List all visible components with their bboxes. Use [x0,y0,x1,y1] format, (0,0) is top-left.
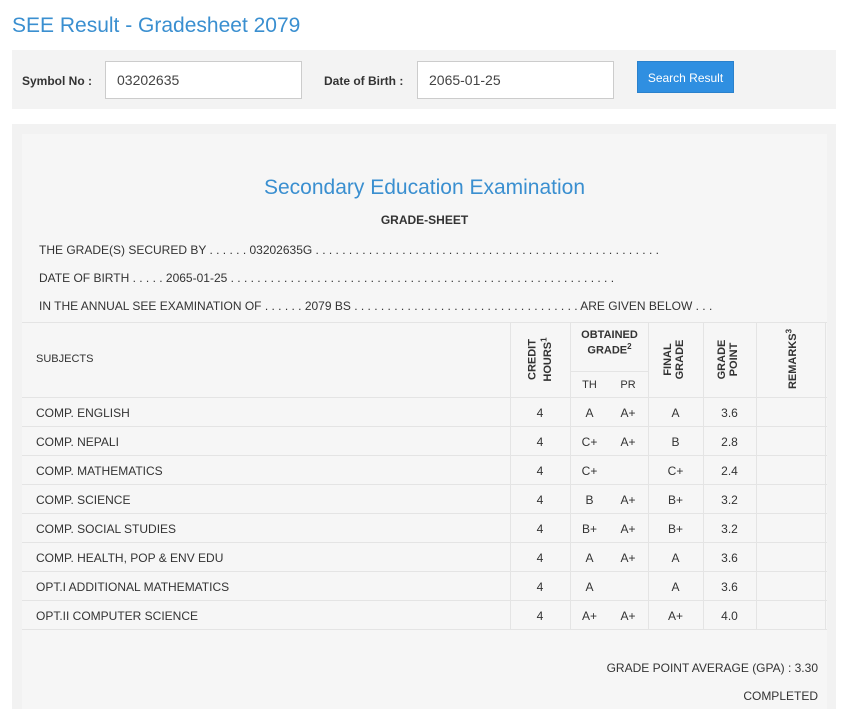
grade-point-cell: 2.4 [721,464,738,478]
pr-grade-cell: A+ [620,493,636,507]
th-grade-cell: A [585,580,594,594]
th-grade-cell: A+ [581,609,597,623]
grade-point-cell: 3.6 [721,580,738,594]
final-grade-header [662,332,689,387]
pr-grade-cell: A+ [620,522,636,536]
grade-point-cell: 3.6 [721,406,738,420]
grade-point-cell: 3.2 [721,493,738,507]
final-grade-cell: A [671,580,680,594]
table-row [22,485,827,514]
grade-point-cell: 4.0 [721,609,738,623]
table-top-border [22,322,827,323]
subject-cell: COMP. ENGLISH [36,406,130,420]
subject-cell: COMP. MATHEMATICS [36,464,163,478]
obtained-header-line2 [571,341,648,357]
th-grade-cell: B+ [581,522,597,536]
grade-point-header [716,333,743,386]
pr-grade-cell: A+ [620,435,636,449]
th-grade-cell: C+ [581,464,598,478]
table-row [22,398,827,427]
credit-header-text: HOURS [542,341,555,382]
th-grade-cell: A [585,551,594,565]
search-form [12,50,836,109]
table-row [22,514,827,543]
th-grade-cell: A [585,406,594,420]
credit-cell: 4 [536,609,544,623]
credit-header-sup: 1 [539,337,549,342]
pr-grade-cell: A+ [620,406,636,420]
gradesheet [22,134,827,709]
symbol-input[interactable]: 03202635 [105,61,302,99]
subject-cell: COMP. HEALTH, POP & ENV EDU [36,551,224,565]
dob-line: DATE OF BIRTH . . . . . 2065-01-25 . . . . . . . . . . . . . . . . . . . . . . . . . . . . . . . . . . . . . . . . . . . . . . . . . . . . . . . . . . [39,271,615,285]
gpa-text: GRADE POINT AVERAGE (GPA) : 3.30 [606,661,818,675]
table-row [22,572,827,601]
grade-point-cell: 3.6 [721,551,738,565]
credit-cell: 4 [536,464,544,478]
credit-cell: 4 [536,435,544,449]
remarks-header [784,325,798,394]
subject-cell: OPT.I ADDITIONAL MATHEMATICS [36,580,230,594]
final-grade-cell: A [671,406,680,420]
table-row [22,543,827,572]
page-title: SEE Result - Gradesheet 2079 [12,14,301,37]
obtained-grade-header [571,329,648,357]
remarks-header-sup: 3 [784,328,794,334]
subjects-header: SUBJECTS [36,353,94,365]
remarks-header-text: REMARKS [787,333,800,390]
credit-header-line2 [539,330,555,390]
th-grade-cell: C+ [581,435,598,449]
search-result-button[interactable]: Search Result [637,61,734,93]
obtained-header-sup: 2 [627,342,632,351]
final-grade-cell: C+ [667,464,684,478]
exam-line: IN THE ANNUAL SEE EXAMINATION OF . . . . . . 2079 BS . . . . . . . . . . . . . . . . . . . . . . . . . . . . . . . . . . ARE GIVEN BELOW . . . [39,299,713,313]
final-header-line1: FINAL [662,343,674,376]
gp-header-line1: GRADE [716,339,728,380]
status-text: COMPLETED [743,689,818,703]
grade-point-cell: 3.2 [721,522,738,536]
final-grade-cell: A+ [667,609,683,623]
credit-cell: 4 [536,406,544,420]
secured-by-line: THE GRADE(S) SECURED BY . . . . . . 03202635G . . . . . . . . . . . . . . . . . . . . . . . . . . . . . . . . . . . . . . . . . . . . . . . . . . . . [39,243,659,257]
credit-cell: 4 [536,580,544,594]
credit-cell: 4 [536,522,544,536]
subject-cell: COMP. SOCIAL STUDIES [36,522,177,536]
th-header: TH [582,379,597,391]
table-row [22,427,827,456]
exam-title: Secondary Education Examination [263,176,586,199]
obtained-sub-divider [571,371,648,372]
obtained-header-text: GRADE [587,344,628,357]
th-grade-cell: B [585,493,594,507]
credit-cell: 4 [536,551,544,565]
row-divider [22,629,827,630]
final-header-line2: GRADE [674,339,686,380]
gp-header-line2: POINT [728,342,740,377]
table-row [22,456,827,485]
subject-cell: COMP. SCIENCE [36,493,131,507]
pr-grade-cell: A+ [620,551,636,565]
grade-point-cell: 2.8 [721,435,738,449]
symbol-label: Symbol No : [22,74,93,88]
subject-cell: OPT.II COMPUTER SCIENCE [36,609,199,623]
pr-header: PR [620,379,636,391]
credit-header-line1: CREDIT [526,339,539,380]
credit-cell: 4 [536,493,544,507]
final-grade-cell: B+ [667,522,683,536]
dob-input[interactable]: 2065-01-25 [417,61,614,99]
dob-label: Date of Birth : [324,74,404,88]
subject-cell: COMP. NEPALI [36,435,119,449]
table-row [22,601,827,630]
credit-hours-header [527,330,554,390]
pr-grade-cell: A+ [620,609,636,623]
grade-sheet-title: GRADE-SHEET [380,213,469,227]
obtained-header-line1: OBTAINED [581,329,638,341]
gradesheet-panel [12,124,836,709]
final-grade-cell: A [671,551,680,565]
final-grade-cell: B [671,435,680,449]
final-grade-cell: B+ [667,493,683,507]
